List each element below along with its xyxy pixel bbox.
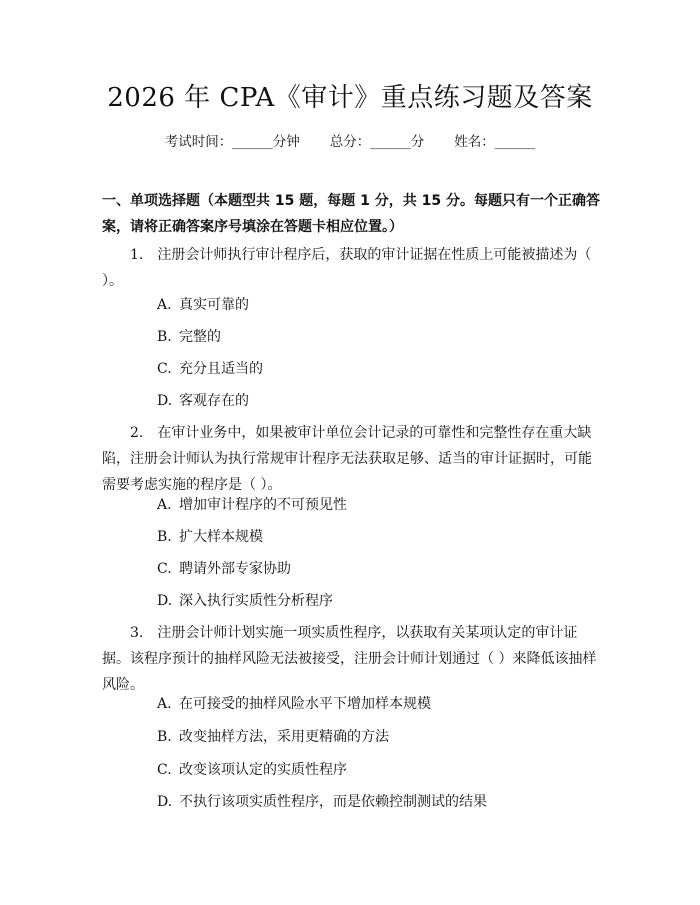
- option-a: [157, 494, 347, 516]
- option-a: [157, 693, 431, 715]
- option-letter: C.: [157, 762, 172, 778]
- question-number: 2.: [130, 425, 144, 441]
- option-c: [157, 558, 291, 580]
- name-field: 姓名：______: [454, 134, 536, 150]
- option-letter: B.: [157, 329, 172, 345]
- option-text: 聘请外部专家协助: [179, 561, 291, 577]
- exam-meta: [0, 132, 700, 152]
- section-heading: 一、单项选择题（本题型共 15 题，每题 1 分，共 15 分。每题只有一个正确答案，请将正确答案序号填涂在答题卡相应位置。）: [102, 193, 600, 235]
- option-a: [157, 294, 249, 316]
- option-c: [157, 759, 347, 781]
- question-3: [102, 620, 600, 698]
- option-text: 在可接受的抽样风险水平下增加样本规模: [179, 696, 431, 712]
- question-1: [102, 242, 600, 294]
- question-text: 在审计业务中，如果被审计单位会计记录的可靠性和完整性存在重大缺陷，注册会计师认为执行常规审计程序无法获取足够、适当的审计证据时，可能需要考虑实施的程序是（ ）。: [102, 425, 592, 493]
- option-text: 深入执行实质性分析程序: [179, 593, 333, 609]
- option-b: [157, 726, 389, 748]
- option-letter: D.: [157, 794, 173, 810]
- option-text: 改变该项认定的实质性程序: [179, 762, 347, 778]
- option-letter: A.: [157, 497, 172, 513]
- option-b: [157, 526, 263, 548]
- question-text: 注册会计师计划实施一项实质性程序，以获取有关某项认定的审计证据。该程序预计的抽样风险无法被接受，注册会计师计划通过（ ）来降低该抽样风险。: [102, 625, 597, 693]
- option-text: 不执行该项实质性程序，而是依赖控制测试的结果: [179, 794, 487, 810]
- option-text: 客观存在的: [179, 393, 249, 409]
- option-letter: C.: [157, 361, 172, 377]
- option-letter: C.: [157, 561, 172, 577]
- option-text: 增加审计程序的不可预见性: [179, 497, 347, 513]
- question-number: 1.: [130, 247, 144, 263]
- option-d: [157, 390, 249, 412]
- option-letter: B.: [157, 529, 172, 545]
- option-letter: D.: [157, 393, 173, 409]
- option-letter: B.: [157, 729, 172, 745]
- option-text: 扩大样本规模: [179, 529, 263, 545]
- option-text: 充分且适当的: [179, 361, 263, 377]
- option-text: 真实可靠的: [179, 297, 249, 313]
- option-d: [157, 791, 487, 813]
- option-text: 完整的: [179, 329, 221, 345]
- exam-time-field: 考试时间：______分钟: [164, 134, 300, 150]
- question-number: 3.: [130, 625, 144, 641]
- option-letter: D.: [157, 593, 173, 609]
- total-score-field: 总分：______分: [329, 134, 425, 150]
- option-letter: A.: [157, 297, 172, 313]
- question-text: 注册会计师执行审计程序后，获取的审计证据在性质上可能被描述为（ ）。: [102, 247, 592, 289]
- option-c: [157, 358, 263, 380]
- question-2: [102, 420, 600, 498]
- document-title: 2026 年 CPA《审计》重点练习题及答案: [107, 83, 593, 113]
- option-text: 改变抽样方法，采用更精确的方法: [179, 729, 389, 745]
- option-d: [157, 590, 333, 612]
- option-b: [157, 326, 221, 348]
- option-letter: A.: [157, 696, 172, 712]
